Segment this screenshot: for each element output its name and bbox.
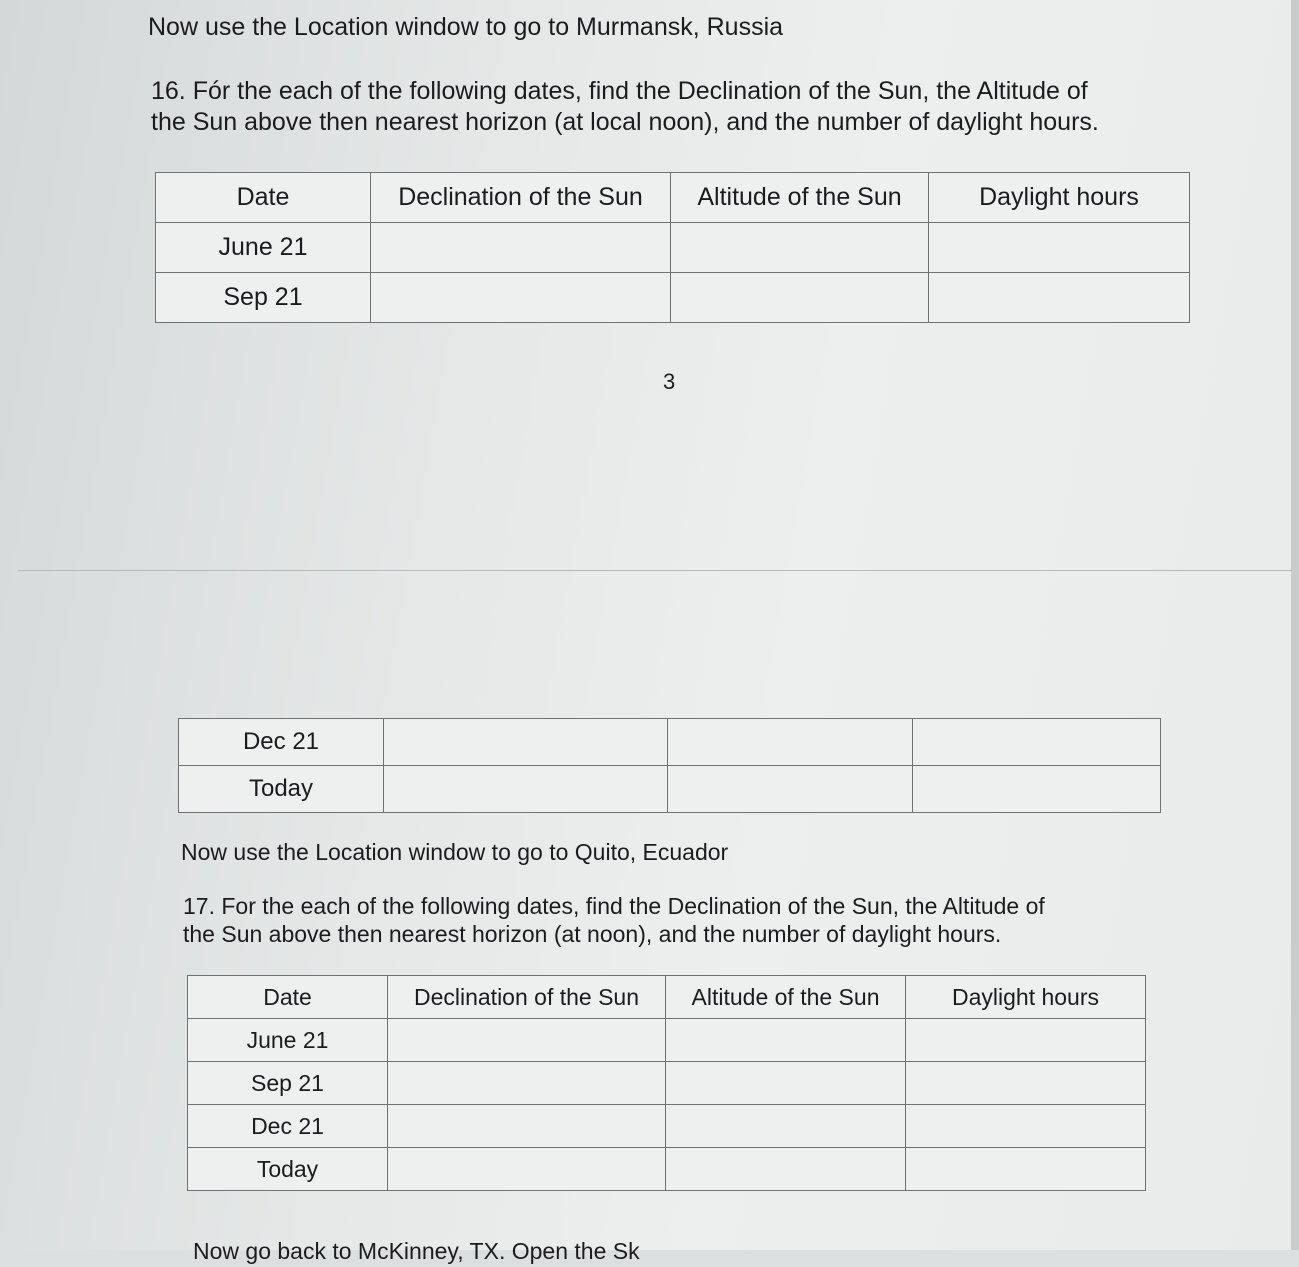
q17-question-line-2: the Sun above then nearest horizon (at noon), and the number of daylight hours.	[183, 921, 1002, 947]
daylight-answer-cell[interactable]	[929, 273, 1190, 323]
declination-answer-cell[interactable]	[384, 766, 668, 813]
table-row	[156, 223, 1190, 273]
date-cell: Dec 21	[188, 1105, 388, 1148]
next-section-cutoff-text: Now go back to McKinney, TX. Open the Sk	[193, 1238, 640, 1264]
header-daylight: Daylight hours	[906, 976, 1146, 1019]
daylight-answer-cell[interactable]	[906, 1148, 1146, 1191]
date-cell: June 21	[156, 223, 371, 273]
page-break-divider	[18, 570, 1292, 571]
date-cell: Sep 21	[188, 1062, 388, 1105]
table-row	[179, 766, 1161, 813]
declination-answer-cell[interactable]	[371, 273, 671, 323]
q16-table-part1	[155, 172, 1190, 323]
q16-question-line-1: 16. Fór the each of the following dates, find the Declination of the Sun, the Altitude of	[151, 77, 1088, 105]
header-daylight: Daylight hours	[929, 173, 1190, 223]
daylight-answer-cell[interactable]	[906, 1105, 1146, 1148]
altitude-answer-cell[interactable]	[671, 273, 929, 323]
daylight-answer-cell[interactable]	[906, 1019, 1146, 1062]
declination-answer-cell[interactable]	[371, 223, 671, 273]
declination-answer-cell[interactable]	[388, 1062, 666, 1105]
header-declination: Declination of the Sun	[371, 173, 671, 223]
q17-question-line-1: 17. For the each of the following dates, find the Declination of the Sun, the Altitude of	[183, 893, 1045, 919]
declination-answer-cell[interactable]	[388, 1105, 666, 1148]
altitude-answer-cell[interactable]	[671, 223, 929, 273]
daylight-answer-cell[interactable]	[906, 1062, 1146, 1105]
altitude-answer-cell[interactable]	[666, 1148, 906, 1191]
table-row	[188, 1019, 1146, 1062]
q16-location-instruction: Now use the Location window to go to Murmansk, Russia	[148, 13, 784, 41]
daylight-answer-cell[interactable]	[913, 719, 1161, 766]
altitude-answer-cell[interactable]	[666, 1019, 906, 1062]
altitude-answer-cell[interactable]	[668, 766, 913, 813]
altitude-answer-cell[interactable]	[666, 1105, 906, 1148]
date-cell: June 21	[188, 1019, 388, 1062]
header-date: Date	[188, 976, 388, 1019]
q16-question	[151, 76, 1099, 138]
page-edge	[1291, 0, 1299, 1250]
declination-answer-cell[interactable]	[384, 719, 668, 766]
date-cell: Today	[179, 766, 384, 813]
date-cell: Today	[188, 1148, 388, 1191]
q16-table-part2	[178, 718, 1161, 813]
q17-location-instruction: Now use the Location window to go to Quito, Ecuador	[181, 839, 729, 865]
table-header-row	[156, 173, 1190, 223]
declination-answer-cell[interactable]	[388, 1148, 666, 1191]
table-row	[179, 719, 1161, 766]
page-number: 3	[663, 369, 676, 394]
q17-table	[187, 975, 1146, 1191]
table-row	[156, 273, 1190, 323]
table-row	[188, 1062, 1146, 1105]
date-cell: Dec 21	[179, 719, 384, 766]
table-header-row	[188, 976, 1146, 1019]
altitude-answer-cell[interactable]	[666, 1062, 906, 1105]
table-row	[188, 1105, 1146, 1148]
q17-question	[183, 892, 1045, 948]
header-altitude: Altitude of the Sun	[671, 173, 929, 223]
date-cell: Sep 21	[156, 273, 371, 323]
declination-answer-cell[interactable]	[388, 1019, 666, 1062]
header-altitude: Altitude of the Sun	[666, 976, 906, 1019]
altitude-answer-cell[interactable]	[668, 719, 913, 766]
header-date: Date	[156, 173, 371, 223]
daylight-answer-cell[interactable]	[929, 223, 1190, 273]
table-row	[188, 1148, 1146, 1191]
header-declination: Declination of the Sun	[388, 976, 666, 1019]
q16-question-line-2: the Sun above then nearest horizon (at local noon), and the number of daylight hours.	[151, 108, 1099, 136]
daylight-answer-cell[interactable]	[913, 766, 1161, 813]
